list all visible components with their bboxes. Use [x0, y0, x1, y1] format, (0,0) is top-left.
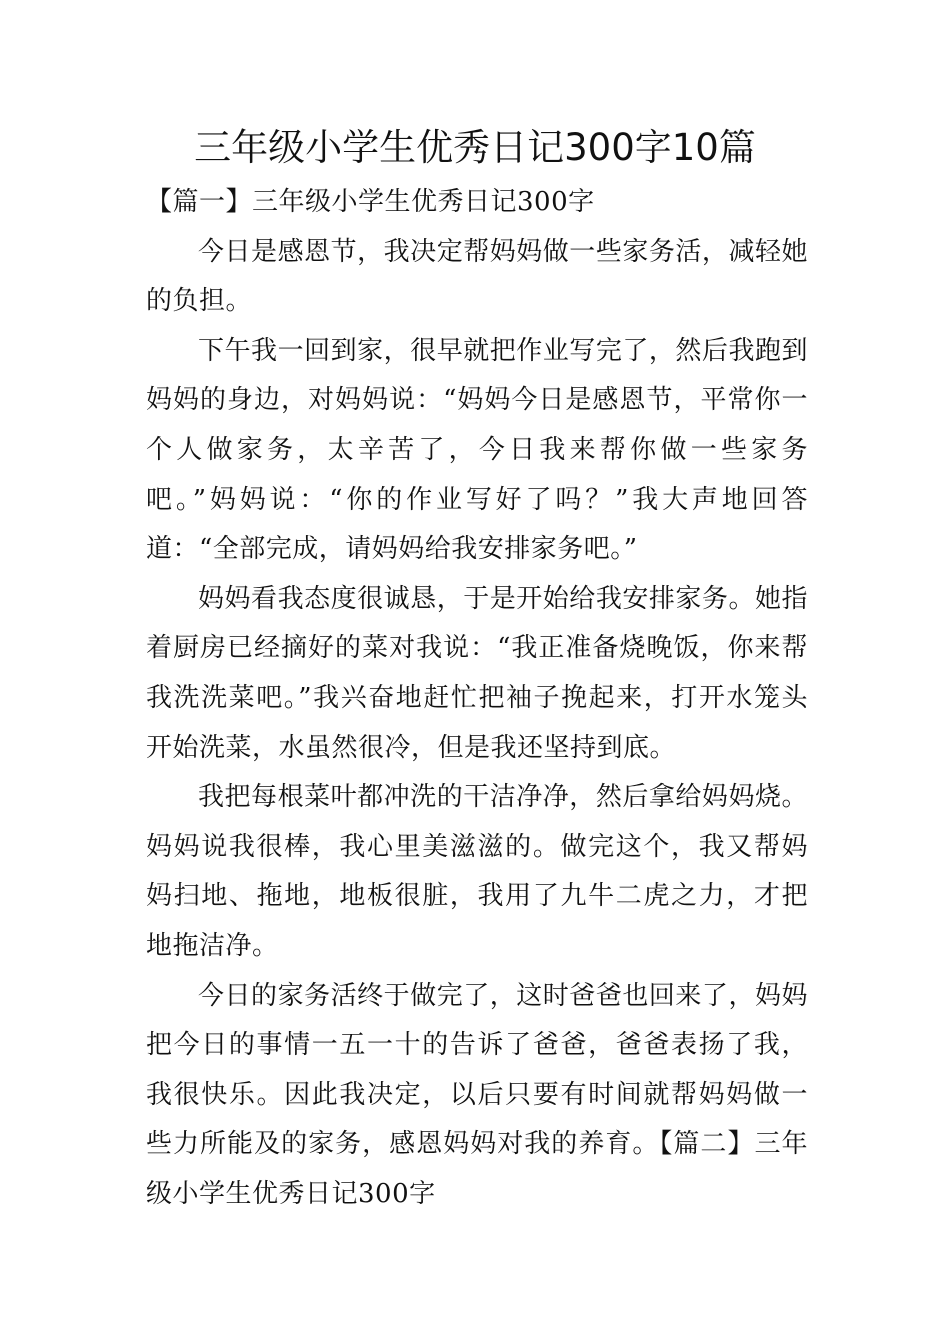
paragraph-3: 妈妈看我态度很诚恳，于是开始给我安排家务。她指着厨房已经摘好的菜对我说：“我正准备烧晚饭，你来帮我洗洗菜吧。”我兴奋地赶忙把袖子挽起来，打开水笼头开始洗菜，水虽然很冷，但是我还坚持到底。	[146, 583, 808, 763]
paragraph-1: 今日是感恩节，我决定帮妈妈做一些家务活，减轻她的负担。	[146, 236, 808, 317]
document-title: 三年级小学生优秀日记300字10篇	[194, 126, 756, 169]
paragraph-4: 我把每根菜叶都冲洗的干洁净净，然后拿给妈妈烧。妈妈说我很棒，我心里美滋滋的。做完这个，我又帮妈妈扫地、拖地，地板很脏，我用了九牛二虎之力，才把地拖洁净。	[146, 782, 808, 961]
paragraph-2: 下午我一回到家，很早就把作业写完了，然后我跑到妈妈的身边，对妈妈说：“妈妈今日是感恩节，平常你一个人做家务，太辛苦了，今日我来帮你做一些家务吧。”妈妈说：“你的作业写好了吗？”我大声地回答道：“全部完成，请妈妈给我安排家务吧。”	[146, 335, 808, 565]
section-heading: 【篇一】三年级小学生优秀日记300字	[146, 187, 595, 217]
document-body	[146, 178, 808, 1219]
paragraph-5: 今日的家务活终于做完了，这时爸爸也回来了，妈妈把今日的事情一五一十的告诉了爸爸，爸爸表扬了我，我很快乐。因此我决定，以后只要有时间就帮妈妈做一些力所能及的家务，感恩妈妈对我的养育。【篇二】三年级小学生优秀日记300字	[146, 980, 808, 1209]
